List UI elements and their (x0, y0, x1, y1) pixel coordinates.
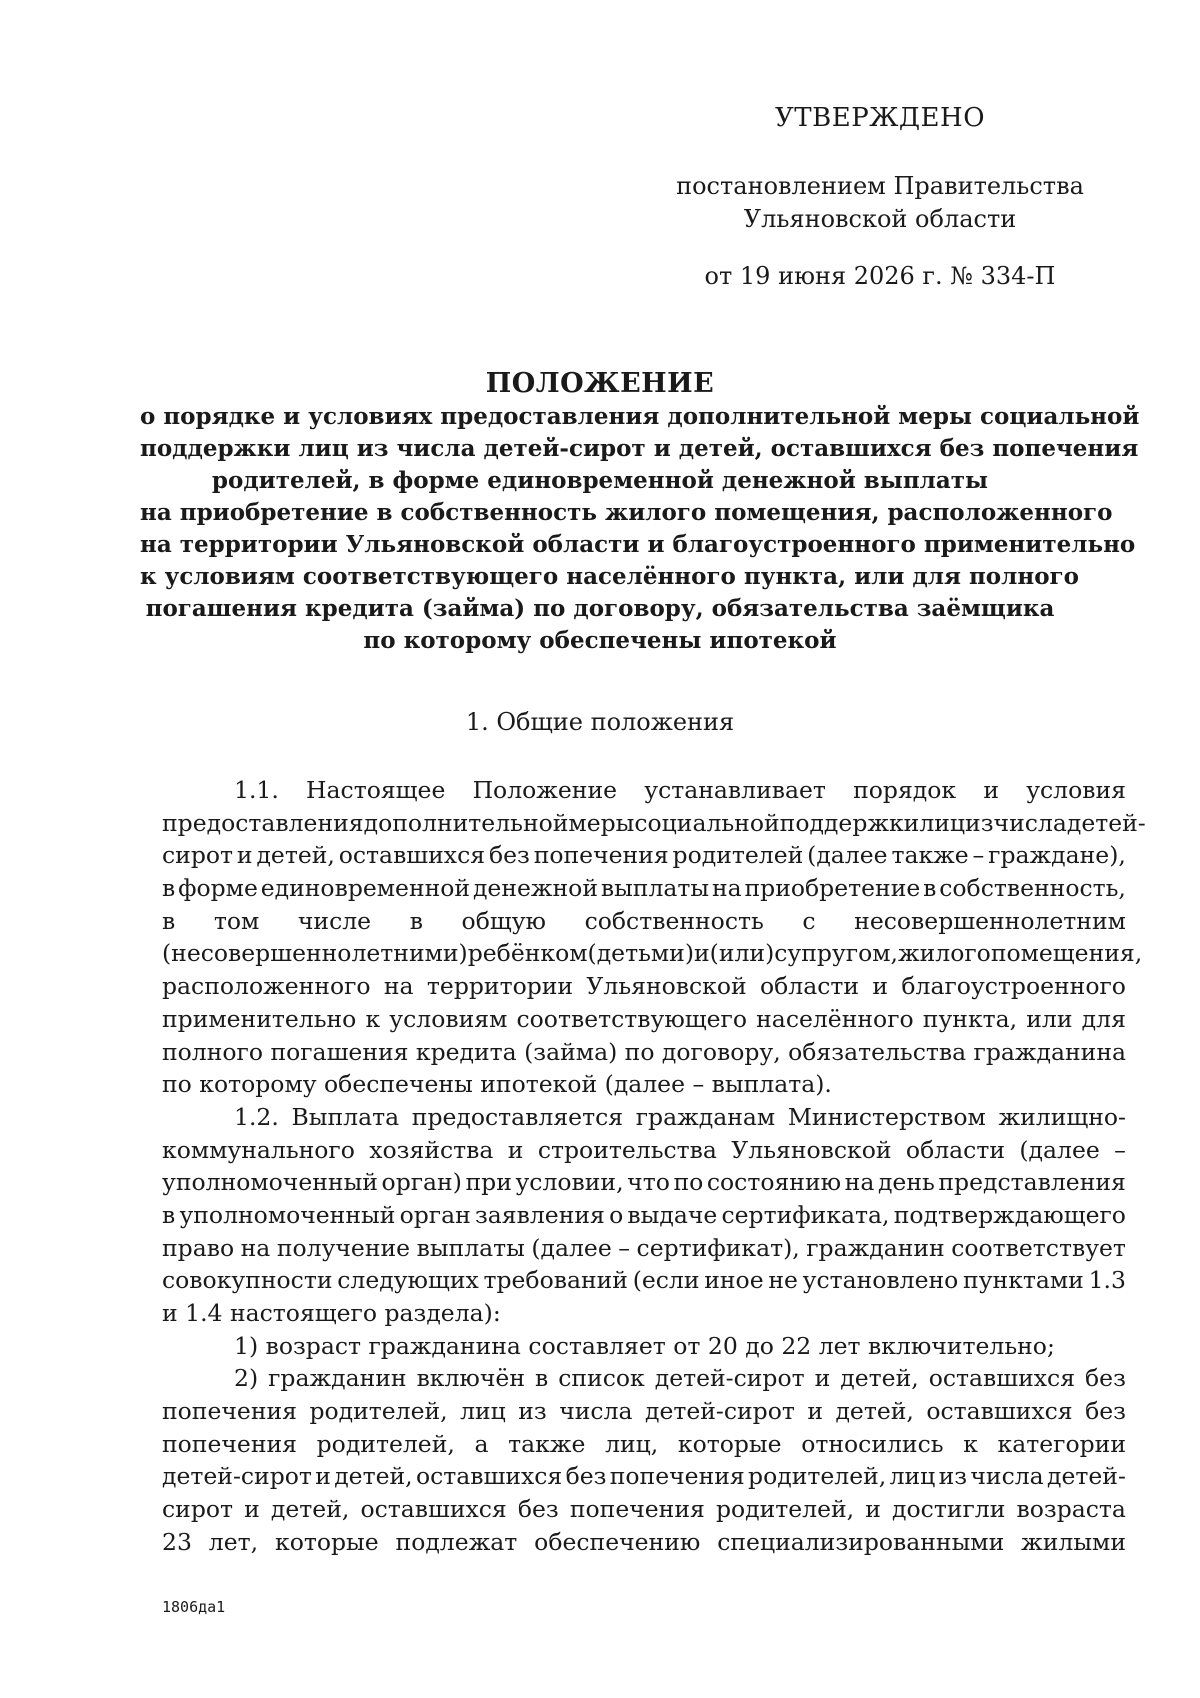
document-subtitle (140, 401, 1140, 657)
body-line: по которому обеспечены ипотекой (далее – выплата). (162, 1070, 832, 1099)
document-title-block (140, 368, 1140, 657)
body-line: попечения родителей, лиц из числа детей-сирот и детей, оставшихся без (162, 1397, 1126, 1426)
body-line: в форме единовременной денежной выплаты на приобретение в собственность, (162, 874, 1126, 903)
body-line: право на получение выплаты (далее – сертификат), гражданин соответствует (162, 1233, 1126, 1262)
subtitle-line: по которому обеспечены ипотекой (363, 627, 837, 654)
subtitle-line: на приобретение в собственность жилого помещения, расположенного (140, 499, 1113, 526)
body-text (162, 774, 1146, 1559)
approval-stamp-heading: УТВЕРЖДЕНО (774, 103, 986, 133)
body-line: 1.2. Выплата предоставляется гражданам Министерством жилищно- (234, 1102, 1126, 1131)
body-line: и 1.4 настоящего раздела): (162, 1299, 501, 1327)
subtitle-line: о порядке и условиях предоставления дополнительной меры социальной (140, 403, 1140, 430)
body-line: сирот и детей, оставшихся без попечения родителей, и достигли возраста (162, 1495, 1126, 1524)
body-line: детей-сирот и детей, оставшихся без попечения родителей, лиц из числа детей- (162, 1462, 1126, 1491)
body-line: 1) возраст гражданина составляет от 20 до 22 лет включительно; (234, 1331, 1055, 1360)
decree-date-number: от 19 июня 2026 г. № 334-П (704, 262, 1056, 290)
subtitle-line: поддержки лиц из числа детей-сирот и детей, оставшихся без попечения (140, 435, 1139, 462)
decree-region-line: Ульяновской области (743, 205, 1017, 233)
body-line: 2) гражданин включён в список детей-сирот и детей, оставшихся без (234, 1364, 1126, 1393)
body-line: предоставления дополнительной меры социальной поддержки лиц из числа детей- (162, 808, 1146, 837)
subtitle-line: на территории Ульяновской области и благоустроенного применительно (140, 531, 1136, 558)
body-line: применительно к условиям соответствующего населённого пункта, или для (162, 1004, 1126, 1033)
body-line: 1.1. Настоящее Положение устанавливает порядок и условия (234, 776, 1126, 804)
body-line: совокупности следующих требований (если иное не установлено пунктами 1.3 (162, 1266, 1126, 1295)
body-line: расположенного на территории Ульяновской области и благоустроенного (162, 972, 1126, 1001)
body-line: коммунального хозяйства и строительства Ульяновской области (далее – (162, 1135, 1126, 1164)
subtitle-line: погашения кредита (займа) по договору, обязательства заёмщика (145, 595, 1055, 622)
body-line: в уполномоченный орган заявления о выдаче сертификата, подтверждающего (162, 1200, 1126, 1229)
body-line: полного погашения кредита (займа) по договору, обязательства гражданина (162, 1037, 1126, 1066)
body-line: (несовершеннолетними) ребёнком (детьми) и (или) супругом, жилого помещения, (162, 939, 1143, 968)
footer-code: 1806да1 (162, 1598, 226, 1616)
body-line: сирот и детей, оставшихся без попечения родителей (далее также – граждане), (162, 841, 1126, 870)
section-heading: 1. Общие положения (465, 708, 735, 736)
decree-issuer-line: постановлением Правительства (676, 172, 1084, 200)
subtitle-line: родителей, в форме единовременной денежной выплаты (211, 467, 989, 494)
subtitle-line: к условиям соответствующего населённого пункта, или для полного (140, 563, 1079, 590)
body-line: 23 лет, которые подлежат обеспечению специализированными жилыми (162, 1527, 1126, 1556)
body-line: попечения родителей, а также лиц, которые относились к категории (162, 1429, 1126, 1458)
body-line: уполномоченный орган) при условии, что по состоянию на день представления (162, 1168, 1126, 1197)
document-title: ПОЛОЖЕНИЕ (485, 368, 715, 399)
body-line: в том числе в общую собственность с несовершеннолетним (162, 906, 1126, 935)
